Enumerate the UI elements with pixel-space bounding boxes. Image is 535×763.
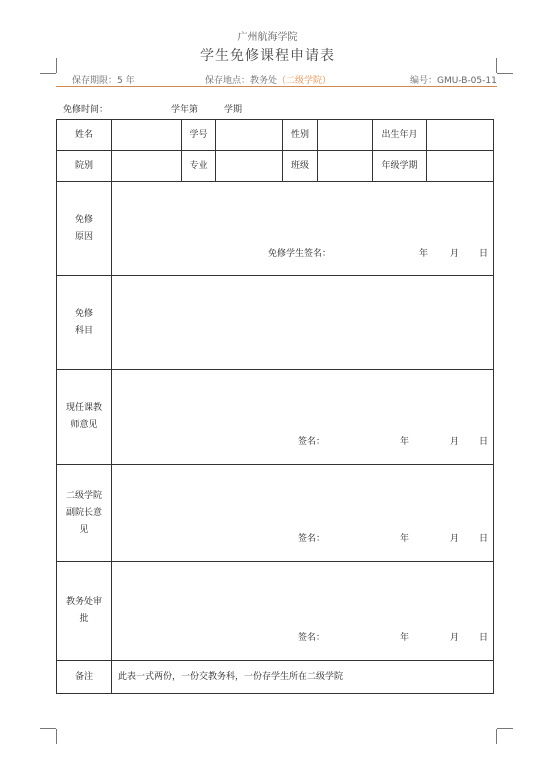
remarks-text: 此表一式两份，一份交教务科，一份存学生所在二级学院 xyxy=(112,661,494,694)
college-field[interactable] xyxy=(112,151,182,182)
academic-affairs-day: 日 xyxy=(479,633,489,643)
academic-affairs-signature-label: 签名： xyxy=(298,633,326,643)
teacher-signature-label: 签名： xyxy=(298,437,326,447)
reason-year: 年 xyxy=(419,249,429,259)
student-id-field[interactable] xyxy=(216,120,283,151)
grade-field[interactable] xyxy=(427,151,494,182)
crop-mark xyxy=(40,73,56,74)
name-label: 姓名 xyxy=(57,120,112,151)
crop-mark xyxy=(496,729,497,744)
teacher-opinion-field[interactable] xyxy=(112,370,494,465)
academic-affairs-field[interactable] xyxy=(112,562,494,661)
remarks-label: 备注 xyxy=(57,661,112,694)
retention-period: 保存期限：5 年 xyxy=(72,76,135,86)
teacher-opinion-label-text: 现任课教师意见 xyxy=(65,403,102,430)
gender-label: 性别 xyxy=(283,120,318,151)
teacher-year: 年 xyxy=(400,437,410,447)
crop-mark xyxy=(40,728,56,729)
class-field[interactable] xyxy=(318,151,373,182)
exempt-year-label: 学年第 xyxy=(171,105,199,115)
academic-affairs-year: 年 xyxy=(400,633,410,643)
birth-label: 出生年月 xyxy=(373,120,427,151)
birth-field[interactable] xyxy=(427,120,494,151)
reason-signature-label: 免修学生签名： xyxy=(268,249,332,259)
table-row xyxy=(57,276,494,370)
class-label: 班级 xyxy=(283,151,318,182)
grade-label: 年级学期 xyxy=(373,151,427,182)
teacher-opinion-label xyxy=(57,370,112,465)
header-rule xyxy=(56,86,497,87)
vice-dean-signature-label: 签名： xyxy=(298,534,326,544)
crop-mark xyxy=(497,73,513,74)
crop-mark xyxy=(56,729,57,744)
major-field[interactable] xyxy=(216,151,283,182)
teacher-day: 日 xyxy=(479,437,489,447)
academic-affairs-month: 月 xyxy=(450,633,460,643)
major-label: 专业 xyxy=(182,151,216,182)
reason-label-text: 免修原因 xyxy=(74,214,93,242)
crop-mark xyxy=(497,728,513,729)
vice-dean-opinion-label-text: 二级学院副院长意见 xyxy=(65,490,102,535)
form-title: 学生免修课程申请表 xyxy=(200,48,335,64)
academic-affairs-label-text: 教务处审批 xyxy=(65,597,102,624)
vice-dean-day: 日 xyxy=(479,534,489,544)
table-row xyxy=(57,120,494,151)
form-code: 编号：GMU-B-05-11 xyxy=(410,76,497,86)
table-row xyxy=(57,151,494,182)
vice-dean-opinion-field[interactable] xyxy=(112,465,494,562)
table-row xyxy=(57,661,494,694)
gender-field[interactable] xyxy=(318,120,373,151)
subjects-field[interactable] xyxy=(112,276,494,370)
school-name: 广州航海学院 xyxy=(237,32,298,43)
storage-location-prefix: 保存地点：教务处 xyxy=(205,76,278,86)
exempt-time-label: 免修时间： xyxy=(63,105,109,115)
reason-label xyxy=(57,182,112,276)
teacher-month: 月 xyxy=(450,437,460,447)
vice-dean-month: 月 xyxy=(450,534,460,544)
table-row xyxy=(57,465,494,562)
subjects-label-text: 免修科目 xyxy=(74,308,93,336)
reason-field[interactable] xyxy=(112,182,494,276)
student-id-label: 学号 xyxy=(182,120,216,151)
application-form-table xyxy=(56,119,494,694)
table-row xyxy=(57,182,494,276)
subjects-label xyxy=(57,276,112,370)
exempt-term-label: 学期 xyxy=(224,105,243,115)
vice-dean-opinion-label xyxy=(57,465,112,562)
storage-location xyxy=(205,73,331,86)
storage-location-paren: （二级学院） xyxy=(277,76,332,86)
reason-day: 日 xyxy=(479,249,489,259)
academic-affairs-label xyxy=(57,562,112,661)
college-label: 院别 xyxy=(57,151,112,182)
table-row xyxy=(57,562,494,661)
table-row xyxy=(57,370,494,465)
vice-dean-year: 年 xyxy=(400,534,410,544)
reason-month: 月 xyxy=(450,249,460,259)
name-field[interactable] xyxy=(112,120,182,151)
